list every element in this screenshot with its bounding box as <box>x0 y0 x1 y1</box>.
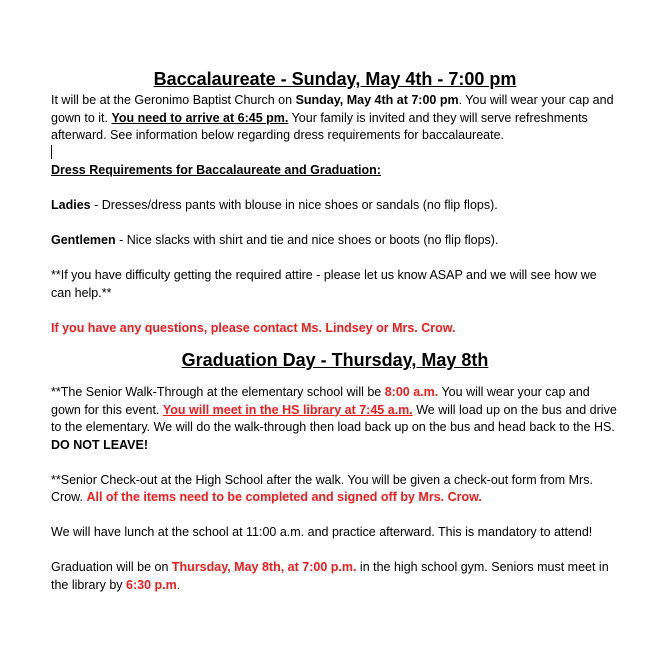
baccalaureate-heading: Baccalaureate - Sunday, May 4th - 7:00 pm <box>153 69 517 89</box>
baccalaureate-arrival-time: You need to arrive at 6:45 pm. <box>111 110 289 125</box>
checkout-text: **Senior Check-out at the High School after the walk. You will be given a check-out form from Mrs. Crow. <box>51 472 593 504</box>
walk-text-2: You will wear your cap and gown for this event. <box>51 385 590 417</box>
walk-through-details <box>51 384 619 454</box>
gentlemen-text: - Nice slacks with shirt and tie and nice shoes or boots (no flip flops). <box>115 233 499 247</box>
questions-contact: If you have any questions, please contact Ms. Lindsey or Mrs. Crow. <box>51 320 456 335</box>
baccalaureate-text-3: Your family is invited and they will serve refreshments afterward. See information below regarding dress requirements for baccalaureate. <box>51 110 588 142</box>
baccalaureate-text-1: It will be at the Geronimo Baptist Church on <box>51 93 296 107</box>
baccalaureate-date: Sunday, May 4th at 7:00 pm <box>295 93 459 107</box>
baccalaureate-text-2: . You will wear your cap and gown to it. <box>51 93 614 125</box>
ladies-label: Ladies <box>51 198 91 212</box>
ceremony-text-1: Graduation will be on <box>51 560 172 574</box>
baccalaureate-details <box>51 92 619 145</box>
walk-time: 8:00 a.m. <box>384 385 439 399</box>
walk-text-1: **The Senior Walk-Through at the elementary school will be <box>51 385 385 399</box>
graduation-heading: Graduation Day - Thursday, May 8th <box>181 350 489 370</box>
walk-text-3: We will load up on the bus and drive to the elementary. We will do the walk-through then load back up on the bus and head back to the HS. <box>51 402 617 434</box>
dress-requirements-heading: Dress Requirements for Baccalaureate and Graduation: <box>51 163 381 177</box>
checkout-details <box>51 472 619 507</box>
ceremony-text-2: in the high school gym. Seniors must meet in the library by <box>51 560 609 592</box>
document-page <box>51 66 619 594</box>
text-cursor-line <box>51 145 619 163</box>
text-cursor <box>51 145 52 159</box>
ladies-text: - Dresses/dress pants with blouse in nice shoes or sandals (no flip flops). <box>90 198 498 212</box>
ladies-dress-code <box>51 197 619 215</box>
ceremony-date: Thursday, May 8th, at 7:00 p.m. <box>171 560 357 574</box>
checkout-requirement: All of the items need to be completed and signed off by Mrs. Crow. <box>86 490 482 504</box>
ceremony-text-3: . <box>176 577 181 592</box>
lunch-details: We will have lunch at the school at 11:00 a.m. and practice afterward. This is mandatory to attend! <box>51 525 593 539</box>
gentlemen-label: Gentlemen <box>51 233 116 247</box>
do-not-leave: DO NOT LEAVE! <box>51 437 148 452</box>
gentlemen-dress-code <box>51 232 619 250</box>
walk-meet-time: You will meet in the HS library at 7:45 a.m. <box>162 402 413 417</box>
ceremony-details <box>51 559 619 594</box>
attire-help-note: **If you have difficulty getting the required attire - please let us know ASAP and we will see how we can help.** <box>51 268 597 300</box>
library-meet-time: 6:30 p.m <box>126 577 177 592</box>
